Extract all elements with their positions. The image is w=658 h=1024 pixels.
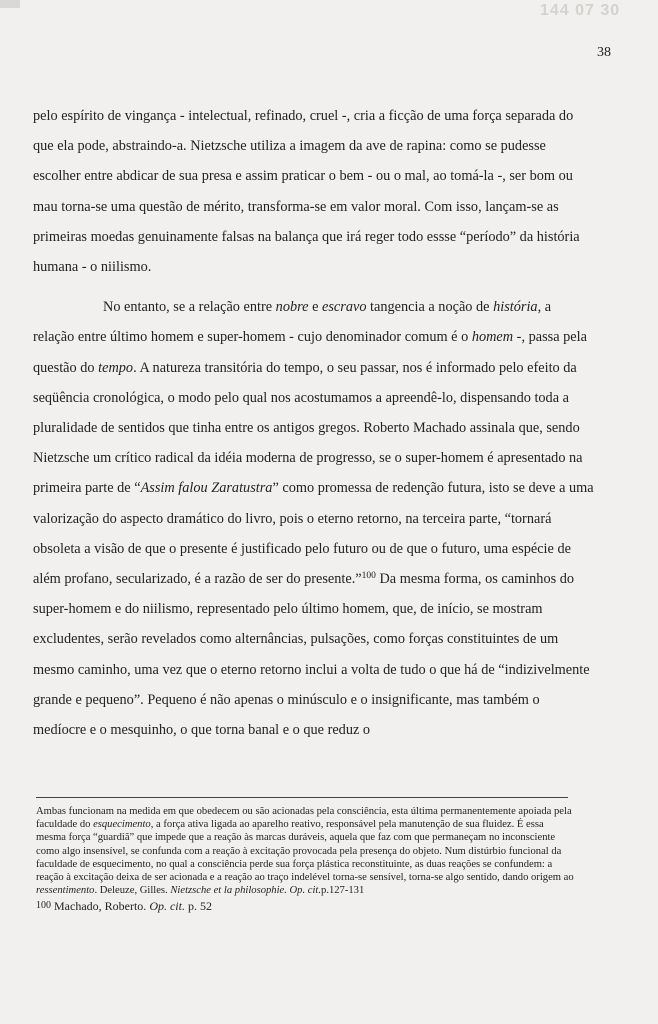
text-run: Da mesma forma, os caminhos do super-homem e do niilismo, representado pelo último homem, que, de início, se mostram excludentes, serão revelados como alternâncias, pulsações, como forças constituintes de um mesmo caminho, uma vez que o eterno retorno inclui a volta de tudo o que há de “indizivelmente grande e pequeno”. Pequeno é não apenas o minúsculo e o insignificante, mas também o medíocre e o mesquinho, o que torna banal e o que reduz o (33, 571, 590, 739)
text-run: pelo espírito de vingança - intelectual, refinado, cruel -, cria a ficção de uma força separada do que ela pode, abstraindo-a. Nietzsche utiliza a imagem da ave de rapina: como se pudesse escolher entre abdicar de sua presa e assim praticar o bem - ou o mal, ao tomá-la -, ser bom ou mau torna-se uma questão de mérito, transforma-se em valor moral. Com isso, lançam-se as primeiras moedas genuinamente falsas na balança que irá reger todo essse “período” da história humana - o niilismo. (33, 108, 580, 276)
footnote-100 (36, 898, 576, 914)
italic-text: ressentimento (36, 885, 95, 897)
text-run: tangencia a noção de (366, 299, 494, 316)
italic-text: Nietzsche et la philosophie. Op. cit. (170, 885, 322, 897)
text-run: , a relação entre último homem e super-homem - cujo denominador comum é o (33, 299, 552, 346)
text-run: ” como promessa de redenção futura, isto se deve a uma valorização do aspecto dramático do livro, pois o eterno retorno, na terceira parte, “tornará obsoleta a visão de que o presente é justificado pelo futuro ou de que o futuro, uma espécie de além profano, secularizado, é a razão de ser do presente.” (33, 480, 594, 588)
text-run: . Deleuze, Gilles. (94, 885, 171, 897)
text-run: Machado, Roberto. (51, 899, 150, 914)
scan-corner-mark (0, 0, 20, 8)
italic-text: homem (471, 329, 514, 346)
footnote-reference: 100 (361, 571, 376, 582)
text-run: e (308, 299, 322, 316)
footnote-continuation (36, 805, 576, 897)
body-text (33, 101, 595, 745)
italic-text: história (493, 299, 538, 316)
italic-text: escravo (322, 299, 367, 316)
italic-text: nobre (275, 299, 309, 316)
text-run: p. 52 (184, 899, 212, 914)
page-number: 38 (597, 45, 611, 60)
italic-text: Op. cit. (149, 899, 185, 914)
text-run: , a força ativa ligada ao aparelho reativo, responsável pela manutenção de sua fluidez. É essa mesma força “guardiã” que impede que a reação às marcas duráveis, aquela que faz com que permaneçam no inconsciente como algo insensível, se confunda com a reação à excitação provocada pela presença do objeto. Num distúrbio funcional da faculdade de esquecimento, no qual a consciência perde sua força plástica reconstituinte, as duas reações se confundem: a reação à excitação deixa de ser acionada e a reação ao traço indelével torna-se sensível, torna-se algo sentido, dando origem ao (36, 819, 574, 884)
paragraph-2 (33, 292, 595, 745)
text-run: Ambas funcionam na medida em que obedecem ou são acionadas pela consciência, esta última permanentemente apoiada pela faculdade do (36, 806, 572, 831)
footnotes (36, 805, 576, 914)
text-run: p.127-131 (321, 885, 365, 897)
text-run: . A natureza transitória do tempo, o seu passar, nos é informado pelo efeito da seqüência cronológica, o modo pelo qual nos acostumamos a apreendê-lo, dispensando toda a pluralidade de sentidos que tinha entre os antigos gregos. Roberto Machado assinala que, sendo Nietzsche um crítico radical da idéia moderna de progresso, se o super-homem é apresentado na primeira parte de “ (33, 359, 583, 497)
footnote-separator (36, 797, 568, 798)
footnote-marker: 100 (36, 900, 51, 912)
italic-text: esquecimento (93, 819, 151, 831)
archive-stamp: 144 07 30 (540, 2, 621, 19)
paragraph-1 (33, 101, 595, 282)
text-run: -, passa pela questão do (33, 329, 587, 376)
italic-text: Assim falou Zaratustra (140, 480, 273, 497)
italic-text: tempo (98, 359, 134, 376)
text-run: No entanto, se a relação entre (103, 299, 276, 316)
